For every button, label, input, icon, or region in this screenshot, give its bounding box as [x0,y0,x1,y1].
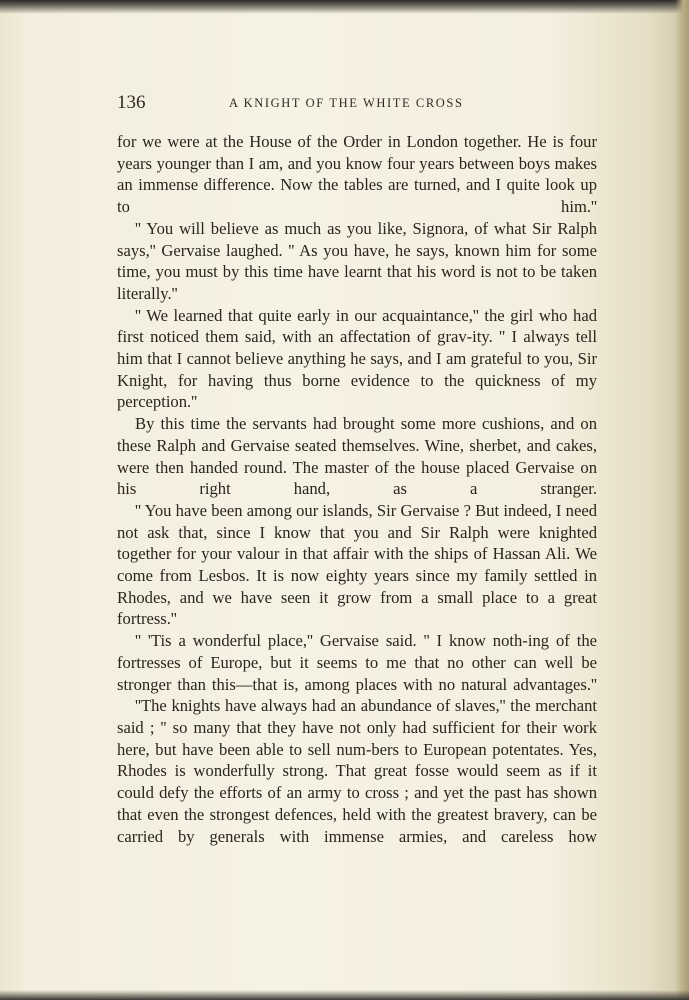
running-head: A KNIGHT OF THE WHITE CROSS [229,96,464,110]
paragraph: '' 'Tis a wonderful place,'' Gervaise said. '' I know noth-ing of the fortresses of Europe, but it seems to me that no other can well be stronger than this—that is, among places with no natural advantages.'' [117,631,597,694]
paragraph: By this time the servants had brought some more cushions, and on these Ralph and Gervaise seated themselves. Wine, sherbet, and cakes, were then handed round. The master of the house placed Gervaise on his right hand, as a stranger. [117,414,597,499]
top-edge-shadow [0,0,689,14]
paragraph: '' You will believe as much as you like, Signora, of what Sir Ralph says,'' Gervaise laughed. '' As you have, he says, known him for some time, you must by this time have learnt that his word is not to be taken literally.'' [117,218,597,303]
page-number: 136 [117,92,146,113]
page-edge [675,0,689,1000]
paragraph: for we were at the House of the Order in London together. He is four years younger than I am, and you know four years between boys makes an immense difference. Now the tables are turned, and I quite look up to him.'' [117,132,597,217]
body-text [117,131,597,847]
page-header [117,92,597,116]
paragraph: '' You have been among our islands, Sir Gervaise ? But indeed, I need not ask that, since I know that you and Sir Ralph were knighted together for your valour in that affair with the ships of Hassan Ali. We come from Lesbos. It is now eighty years since my family settled in Rhodes, and we have seen it grow from a small place to a great fortress.'' [117,500,597,629]
bottom-edge-shadow [0,990,689,1000]
paragraph: '' We learned that quite early in our acquaintance,'' the girl who had first noticed them said, with an affectation of grav-ity. '' I always tell him that I cannot believe anything he says, and I am grateful to you, Sir Knight, for having thus borne evidence to the quickness of my perception.'' [117,305,597,412]
paragraph: ''The knights have always had an abundance of slaves,'' the merchant said ; '' so many that they have not only had sufficient for their work here, but have been able to sell num-bers to European potentates. Yes, Rhodes is wonderfully strong. That great fosse would seem as if it could defy the efforts of an army to cross ; and yet the past has shown that even the strongest defences, held with the greatest bravery, can be carried by generals with immense armies, and careless how [117,696,597,846]
